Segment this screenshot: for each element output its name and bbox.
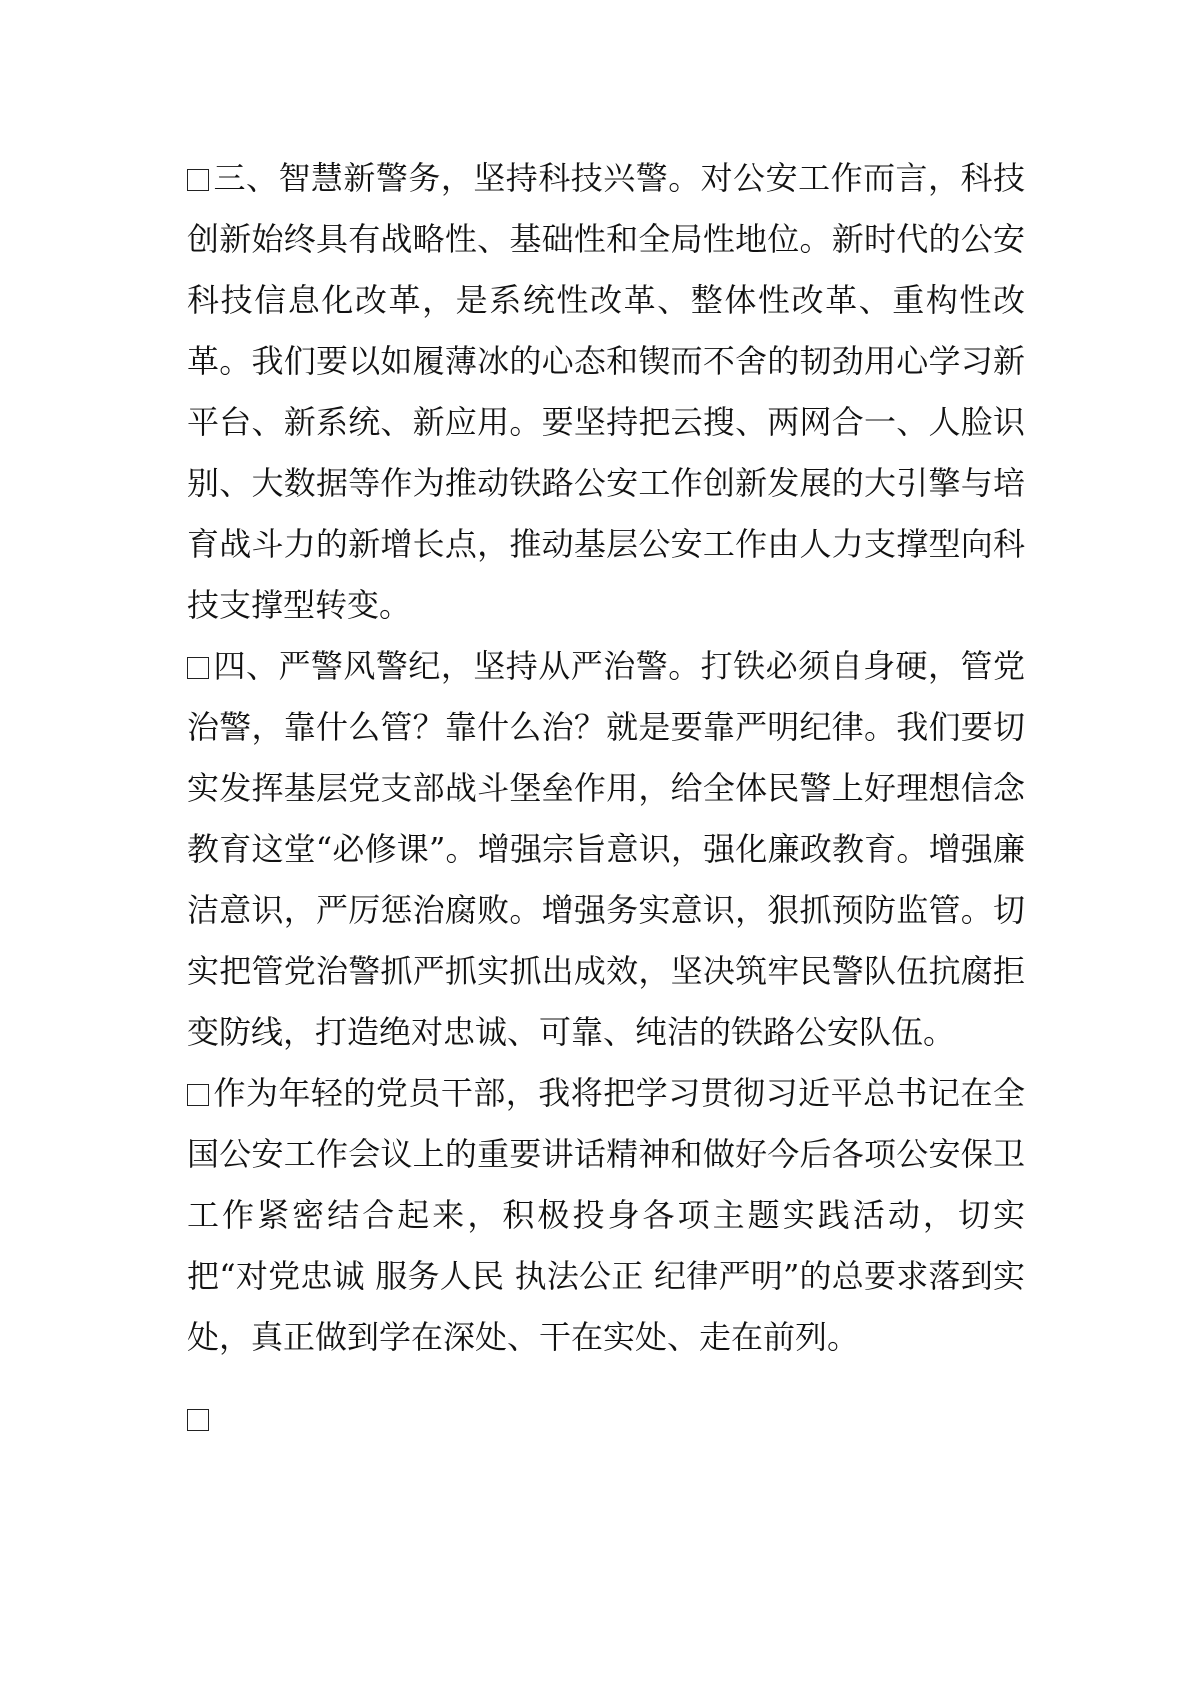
- paragraph-text: 作为年轻的党员干部，我将把学习贯彻习近平总书记在全国公安工作会议上的重要讲话精神和做好今后各项公安保卫工作紧密结合起来，积极投身各项主题实践活动，切实把“对党忠诚 服务人民 执法公正 纪律严明”的总要求落到实处，真正做到学在深处、干在实处、走在前列。: [187, 1074, 1025, 1356]
- checkbox-square-icon: [187, 1409, 209, 1431]
- paragraph-conclusion: [187, 1063, 1025, 1368]
- document-body: [187, 148, 1025, 1449]
- checkbox-square-icon: [187, 657, 209, 679]
- checkbox-square-icon: [187, 1084, 209, 1106]
- paragraph-strict-discipline: [187, 636, 1025, 1063]
- trailing-empty-line: [187, 1388, 1025, 1449]
- paragraph-tech-policing: [187, 148, 1025, 636]
- paragraph-text: 三、智慧新警务，坚持科技兴警。对公安工作而言，科技创新始终具有战略性、基础性和全局性地位。新时代的公安科技信息化改革，是系统性改革、整体性改革、重构性改革。我们要以如履薄冰的心态和锲而不舍的韧劲用心学习新平台、新系统、新应用。要坚持把云搜、两网合一、人脸识别、大数据等作为推动铁路公安工作创新发展的大引擎与培育战斗力的新增长点，推动基层公安工作由人力支撑型向科技支撑型转变。: [187, 159, 1025, 624]
- paragraph-text: 四、严警风警纪，坚持从严治警。打铁必须自身硬，管党治警，靠什么管？靠什么治？就是要靠严明纪律。我们要切实发挥基层党支部战斗堡垒作用，给全体民警上好理想信念教育这堂“必修课”。增强宗旨意识，强化廉政教育。增强廉洁意识，严厉惩治腐败。增强务实意识，狠抓预防监管。切实把管党治警抓严抓实抓出成效，坚决筑牢民警队伍抗腐拒变防线，打造绝对忠诚、可靠、纯洁的铁路公安队伍。: [187, 647, 1025, 1051]
- checkbox-square-icon: [187, 169, 209, 191]
